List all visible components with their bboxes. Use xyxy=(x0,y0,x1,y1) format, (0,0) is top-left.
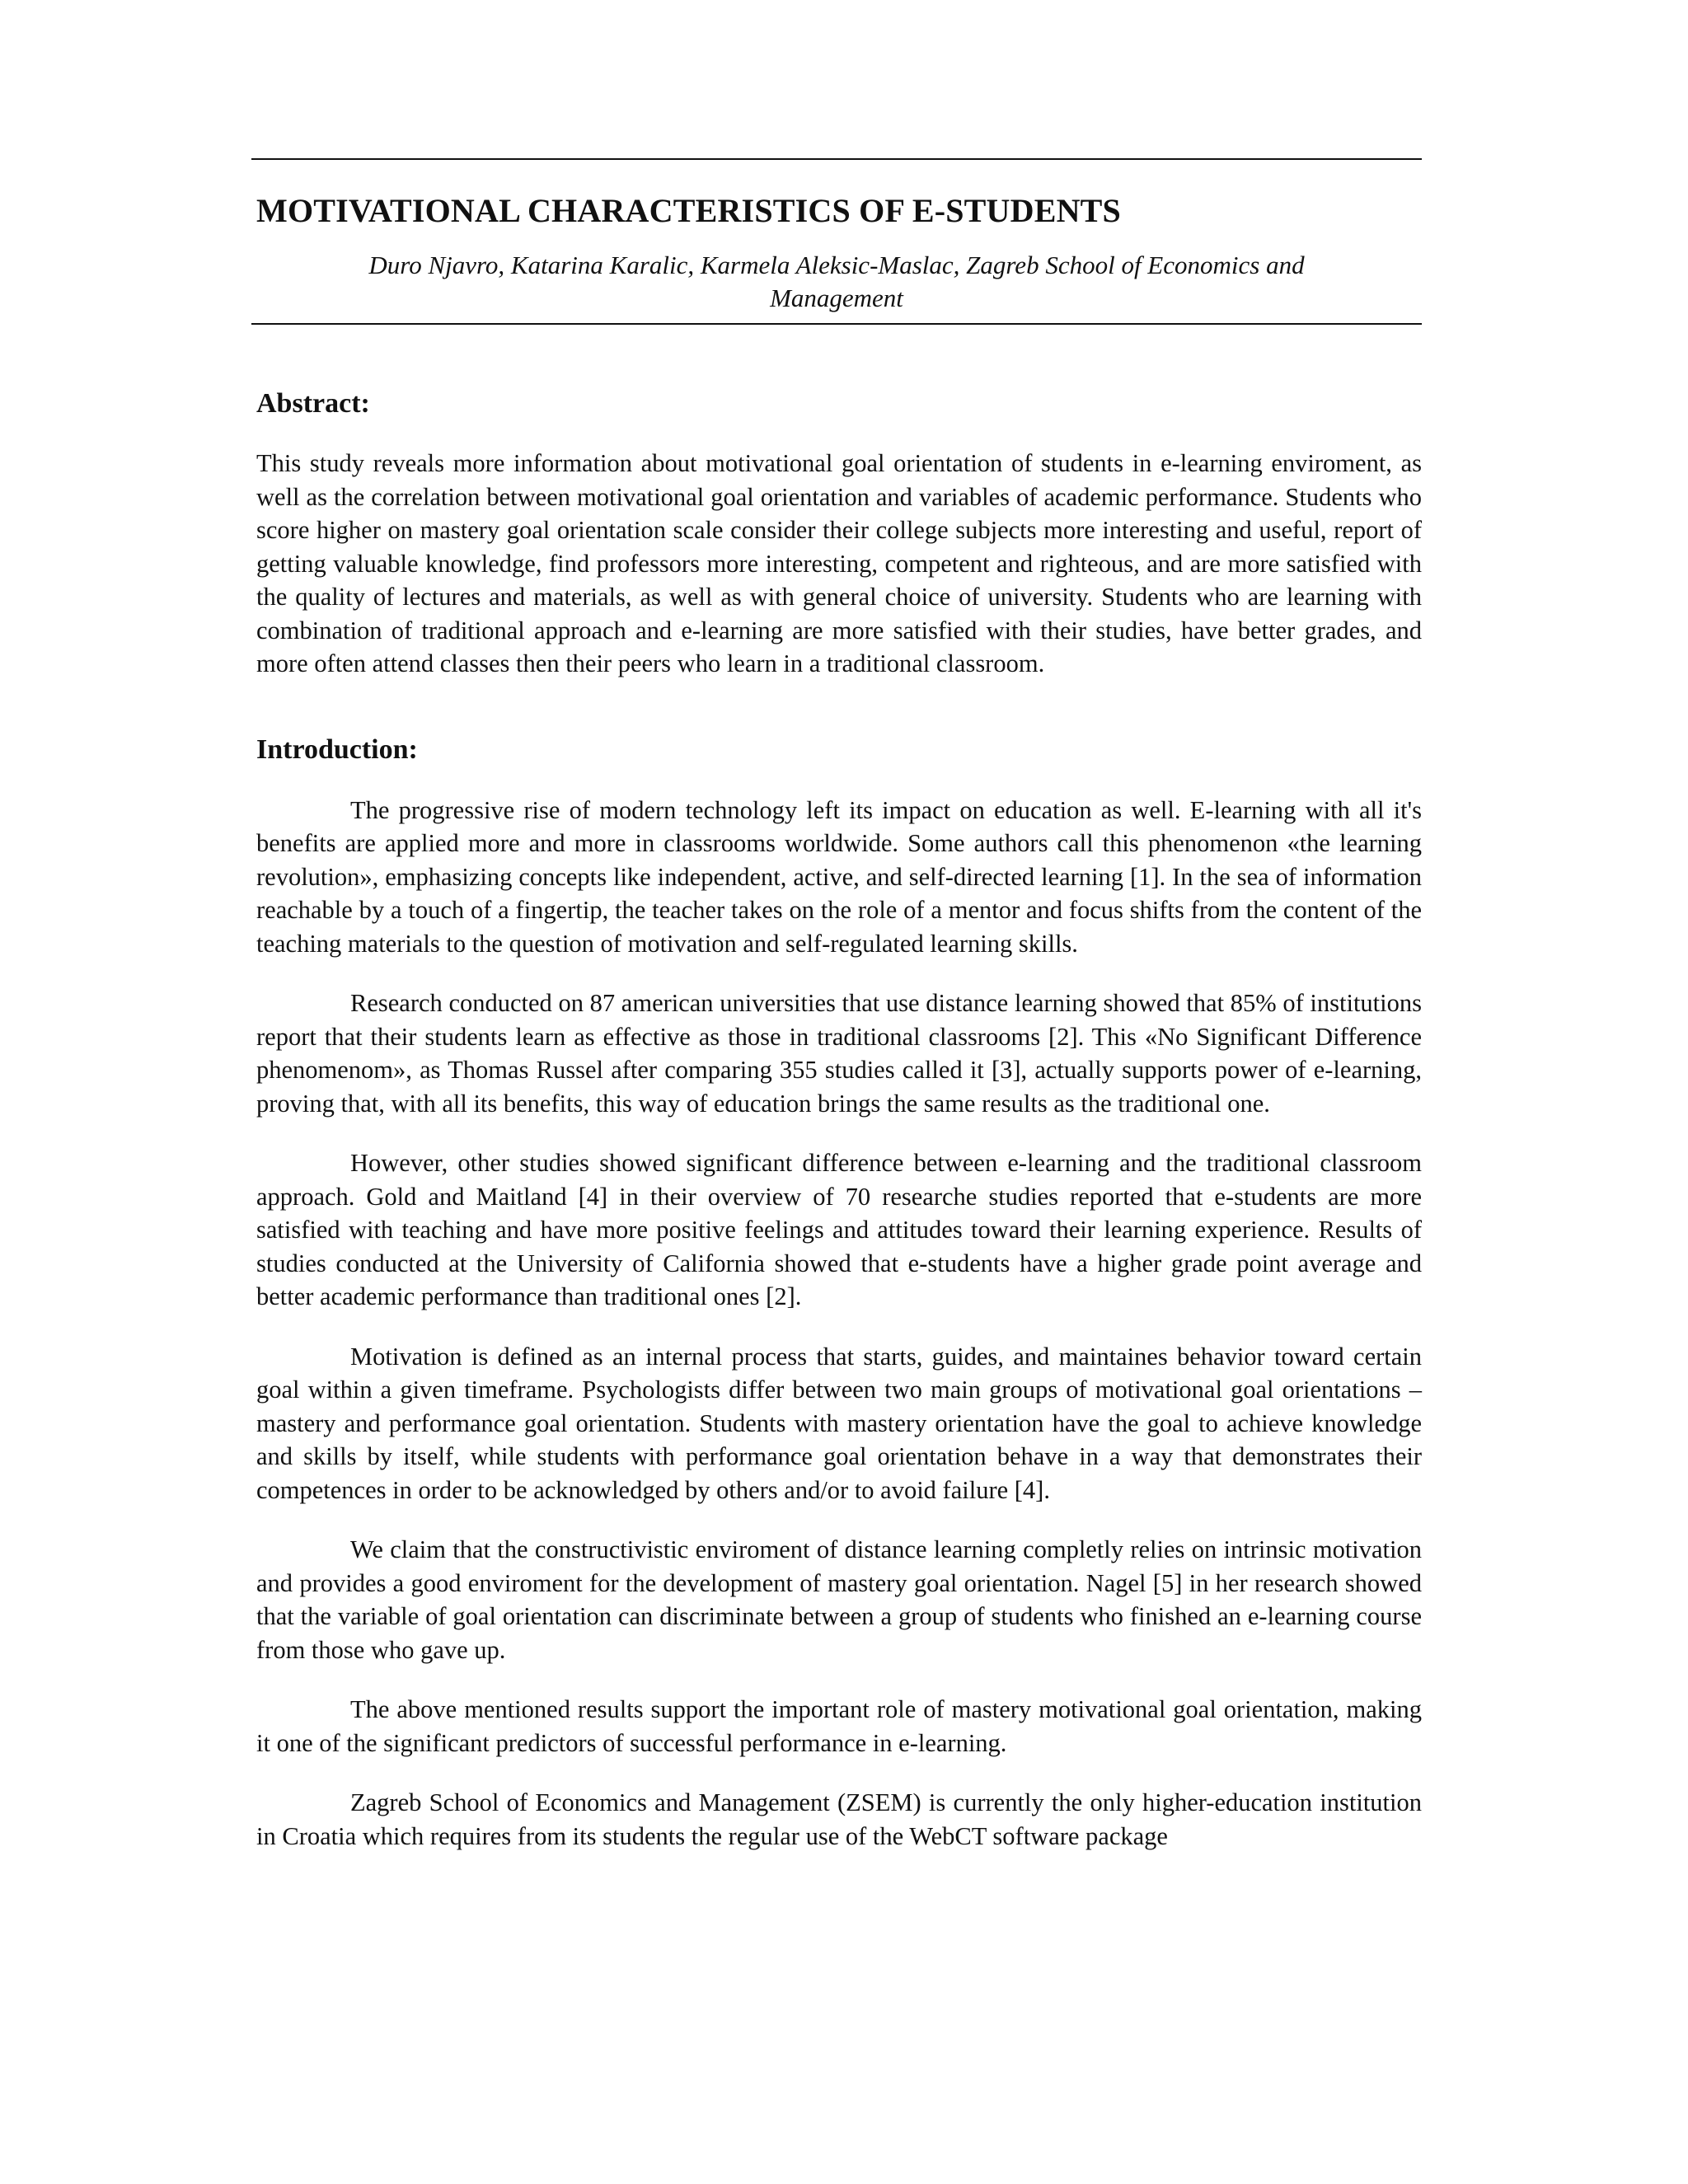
abstract-paragraph: This study reveals more information about motivational goal orientation of students in e-learning enviroment, as well as the correlation between motivational goal orientation and variables of academic performance. Students who score higher on mastery goal orientation scale consider their college subjects more interesting and useful, report of getting valuable knowledge, find professors more interesting, competent and righteous, and are more satisfied with the quality of lectures and materials, as well as with general choice of university. Students who are learning with combination of traditional approach and e-learning are more satisfied with their studies, have better grades, and more often attend classes then their peers who learn in a traditional classroom. xyxy=(256,449,1422,677)
paper-page xyxy=(251,158,1422,1853)
intro-paragraph: The above mentioned results support the important role of mastery motivational goal orientation, making it one of the significant predictors of successful performance in e-learning. xyxy=(256,1695,1422,1757)
intro-paragraph: We claim that the constructivistic enviroment of distance learning completly relies on intrinsic motivation and provides a good enviroment for the development of mastery goal orientation. Nagel [5] in her research showed that the variable of goal orientation can discriminate between a group of students who finished an e-learning course from those who gave up. xyxy=(256,1535,1422,1664)
intro-paragraph: Motivation is defined as an internal process that starts, guides, and maintaines behavior toward certain goal within a given timeframe. Psychologists differ between two main groups of motivational goal orientations – mastery and performance goal orientation. Students with mastery orientation have the goal to achieve knowledge and skills by itself, while students with performance goal orientation behave in a way that demonstrates their competences in order to be acknowledged by others and/or to avoid failure [4]. xyxy=(256,1342,1422,1504)
introduction-heading: Introduction: xyxy=(256,733,418,765)
intro-paragraph: Zagreb School of Economics and Management (ZSEM) is currently the only higher-education institution in Croatia which requires from its students the regular use of the WebCT software package xyxy=(256,1788,1422,1850)
abstract-heading: Abstract: xyxy=(256,388,370,419)
intro-paragraph: Research conducted on 87 american universities that use distance learning showed that 85% of institutions report that their students learn as effective as those in traditional classrooms [2]. This «No Significant Difference phenomenom», as Thomas Russel after comparing 355 studies called it [3], actually supports power of e-learning, proving that, with all its benefits, this way of education brings the same results as the traditional one. xyxy=(256,989,1422,1118)
top-rule xyxy=(251,158,1422,160)
intro-paragraph: However, other studies showed significant difference between e-learning and the traditional classroom approach. Gold and Maitland [4] in their overview of 70 researche studies reported that e-students are more satisfied with teaching and have more positive feelings and attitudes toward their learning experience. Results of studies conducted at the University of California showed that e-students have a higher grade point average and better academic performance than traditional ones [2]. xyxy=(256,1149,1422,1310)
header-bottom-rule xyxy=(251,323,1422,325)
paper-title: MOTIVATIONAL CHARACTERISTICS OF E-STUDENTS xyxy=(256,192,1122,229)
author-line: Duro Njavro, Katarina Karalic, Karmela Aleksic-Maslac, Zagreb School of Economics and Management xyxy=(368,251,1305,312)
intro-paragraph: The progressive rise of modern technology left its impact on education as well. E-learning with all it's benefits are applied more and more in classrooms worldwide. Some authors call this phenomenon «the learning revolution», emphasizing concepts like independent, active, and self-directed learning [1]. In the sea of information reachable by a touch of a fingertip, the teacher takes on the role of a mentor and focus shifts from the content of the teaching materials to the question of motivation and self-regulated learning skills. xyxy=(256,795,1422,958)
